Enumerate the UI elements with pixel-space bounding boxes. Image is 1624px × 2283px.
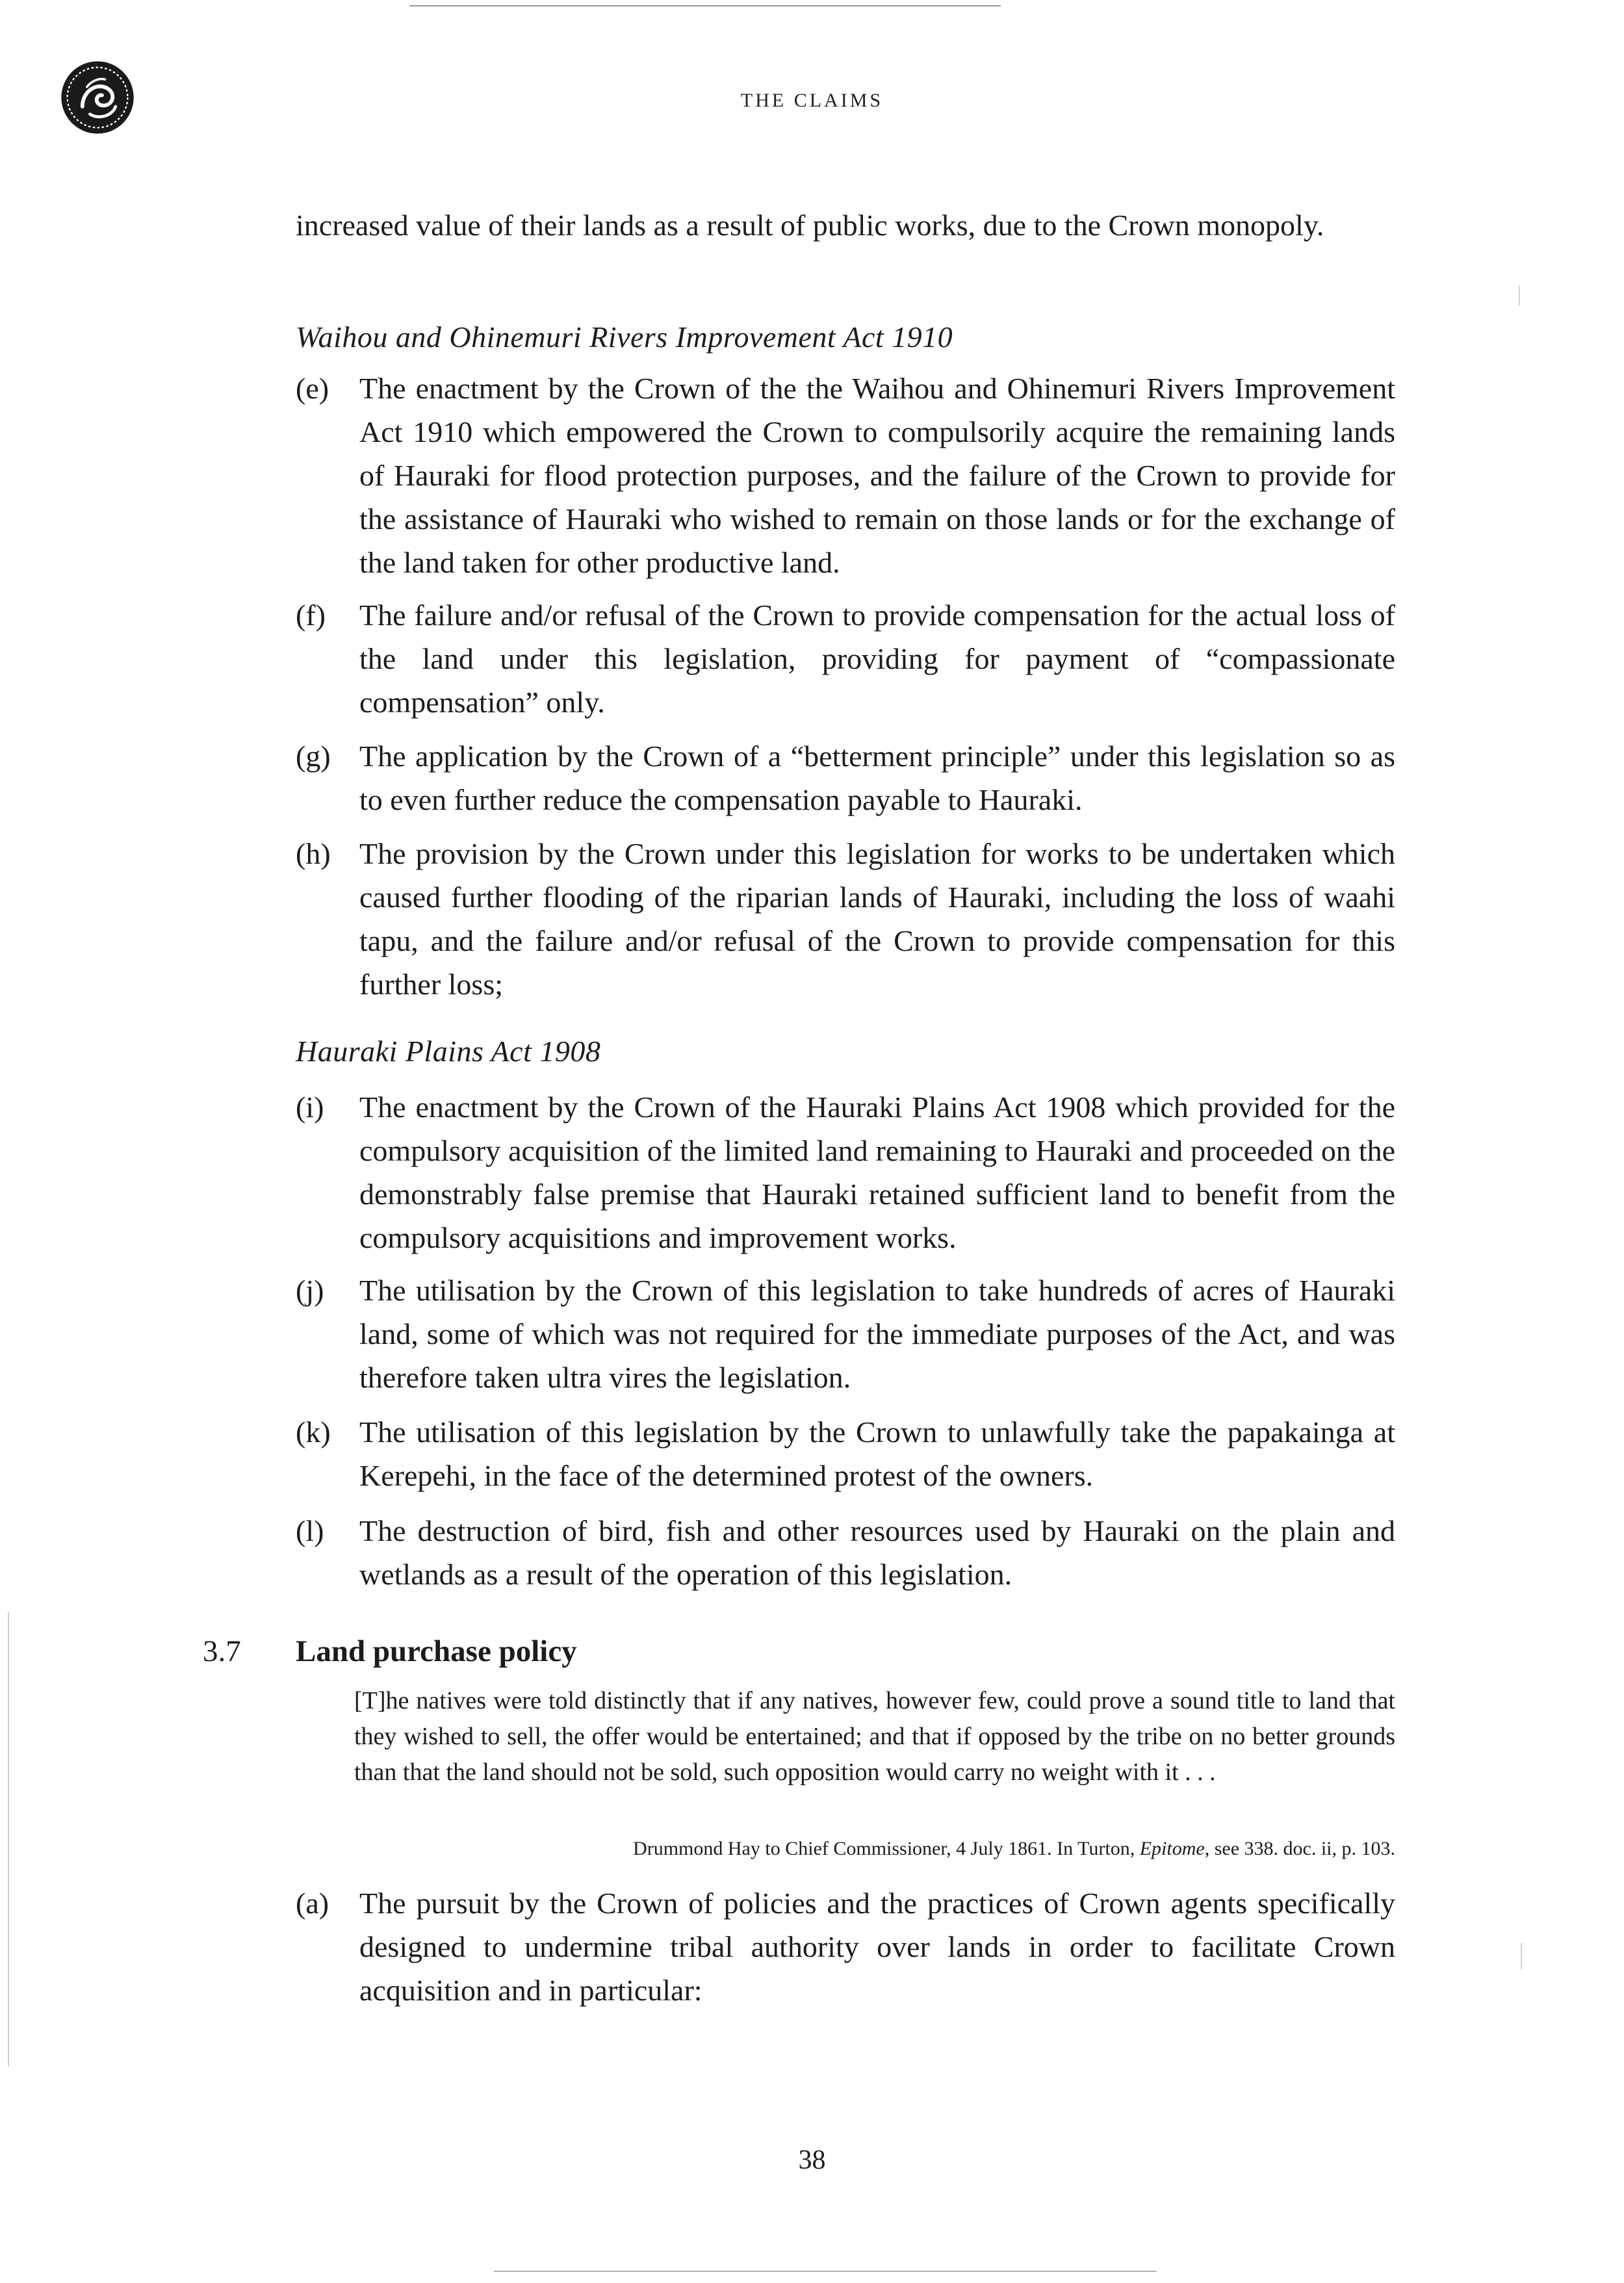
scan-mark	[8, 1612, 9, 2067]
scan-mark	[1521, 1943, 1522, 1969]
attribution-text: Drummond Hay to Chief Commissioner, 4 July 1861. In Turton,	[633, 1838, 1140, 1859]
item-label: (a)	[296, 1887, 329, 1920]
list-item	[296, 367, 1395, 584]
quote-attribution	[0, 1836, 1395, 1862]
list-item	[296, 832, 1395, 1006]
intro-paragraph: increased value of their lands as a result of public works, due to the Crown monopoly.	[296, 209, 1324, 242]
item-label: (l)	[296, 1514, 324, 1547]
item-label: (i)	[296, 1090, 324, 1124]
attribution-reference: , see 338. doc. ii, p. 103.	[1204, 1838, 1395, 1859]
list-item	[296, 1881, 1395, 2012]
section-number: 3.7	[203, 1634, 241, 1668]
item-text: The pursuit by the Crown of policies and the practices of Crown agents specifically designed to undermine tribal authority over lands in order to facilitate Crown acquisition and in particular:	[359, 1887, 1395, 2007]
list-item	[296, 734, 1395, 821]
item-text: The enactment by the Crown of the Hauraki Plains Act 1908 which provided for the compulsory acquisition of the limited land remaining to Hauraki and proceeded on the demonstrably false premise that Hauraki retained sufficient land to benefit from the compulsory acquisitions and improvement works.	[359, 1090, 1395, 1254]
subheading-hauraki-plains-act: Hauraki Plains Act 1908	[296, 1035, 601, 1068]
item-label: (j)	[296, 1274, 324, 1307]
item-text: The failure and/or refusal of the Crown to provide compensation for the actual loss of the land under this legislation, providing for payment of “compassionate compensation” only.	[359, 599, 1395, 719]
bottom-rule	[494, 2271, 1157, 2272]
list-item	[296, 1085, 1395, 1259]
item-text: The application by the Crown of a “betterment principle” under this legislation so as to even further reduce the compensation payable to Hauraki.	[359, 740, 1395, 816]
item-label: (h)	[296, 837, 331, 870]
list-item	[296, 1509, 1395, 1596]
scan-mark	[1519, 286, 1520, 305]
item-text: The destruction of bird, fish and other resources used by Hauraki on the plain and wetlands as a result of the operation of this legislation.	[359, 1514, 1395, 1591]
item-text: The utilisation by the Crown of this legislation to take hundreds of acres of Hauraki land, some of which was not required for the immediate purposes of the Act, and was therefore taken ultra vires the legislation.	[359, 1274, 1395, 1394]
block-quote: [T]he natives were told distinctly that if any natives, however few, could prove a sound title to land that they wished to sell, the offer would be entertained; and that if opposed by the tribe on no better grounds than that the land should not be sold, such opposition would carry no weight with it . . .	[354, 1687, 1395, 1786]
item-label: (g)	[296, 740, 331, 773]
top-rule	[409, 5, 1001, 6]
list-item	[296, 1410, 1395, 1497]
section-title: Land purchase policy	[296, 1634, 577, 1668]
item-text: The enactment by the Crown of the the Waihou and Ohinemuri Rivers Improvement Act 1910 which empowered the Crown to compulsorily acquire the remaining lands of Hauraki for flood protection purposes, and the failure of the Crown to provide for the assistance of Hauraki who wished to remain on those lands or for the exchange of the land taken for other productive land.	[359, 372, 1395, 579]
list-item	[296, 1269, 1395, 1399]
running-head: THE CLAIMS	[740, 90, 884, 111]
item-label: (e)	[296, 372, 329, 405]
page-number: 38	[798, 2145, 826, 2175]
item-text: The utilisation of this legislation by the Crown to unlawfully take the papakainga at Kerepehi, in the face of the determined protest of the owners.	[359, 1415, 1395, 1492]
item-label: (k)	[296, 1415, 331, 1449]
item-text: The provision by the Crown under this legislation for works to be undertaken which caused further flooding of the riparian lands of Hauraki, including the loss of waahi tapu, and the failure and/or refusal of the Crown to provide compensation for this further loss;	[359, 837, 1395, 1001]
item-label: (f)	[296, 599, 326, 632]
list-item	[296, 593, 1395, 724]
subheading-waihou-act: Waihou and Ohinemuri Rivers Improvement Act 1910	[296, 320, 953, 354]
attribution-work-title: Epitome	[1139, 1838, 1205, 1859]
